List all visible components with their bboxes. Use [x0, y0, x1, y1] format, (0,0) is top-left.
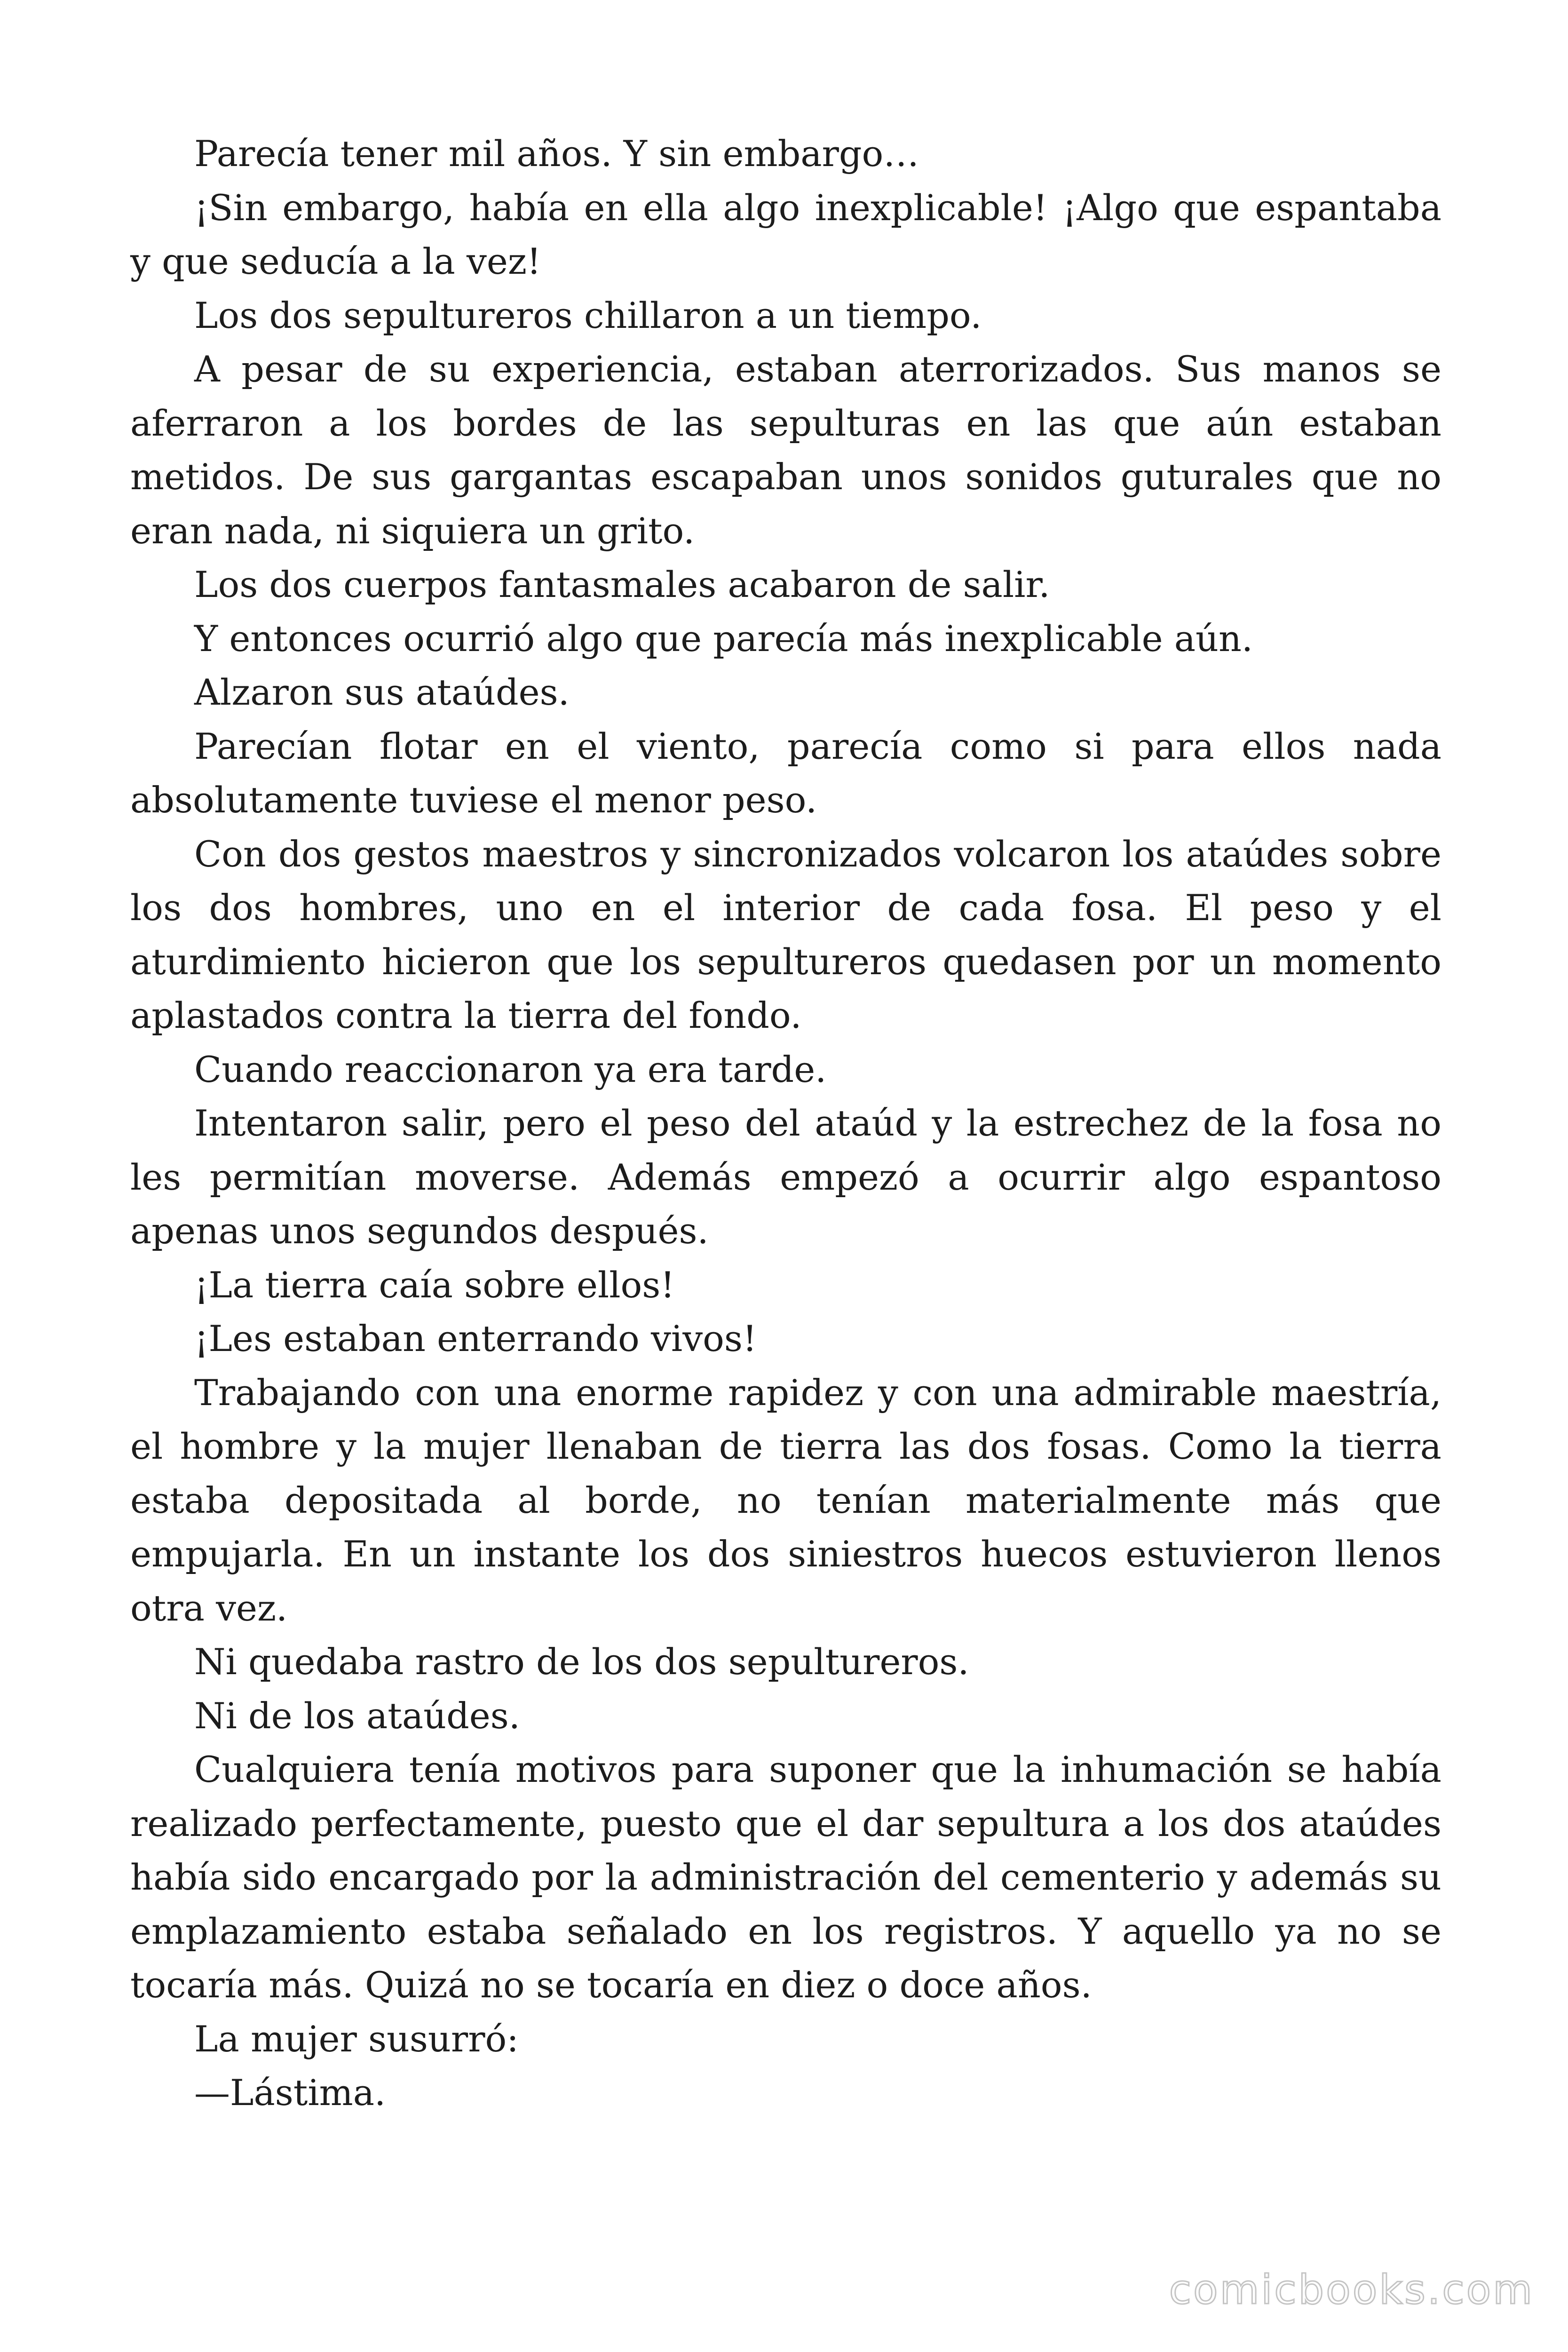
paragraph: Parecían flotar en el viento, parecía como si para ellos nada absolutamente tuviese el menor peso. [130, 725, 1441, 821]
paragraph: Con dos gestos maestros y sincronizados volcaron los ataúdes sobre los dos hombres, uno en el interior de cada fosa. El peso y el aturdimiento hicieron que los sepultureros quedasen por un momento aplastados contra la tierra del fondo. [130, 833, 1441, 1036]
paragraph: Intentaron salir, pero el peso del ataúd y la estrechez de la fosa no les permitían moverse. Además empezó a ocurrir algo espantoso apenas unos segundos después. [130, 1102, 1441, 1252]
paragraph: Los dos sepultureros chillaron a un tiempo. [194, 294, 982, 336]
book-page-text [130, 127, 1441, 2120]
paragraph: Alzaron sus ataúdes. [194, 671, 570, 713]
paragraph: A pesar de su experiencia, estaban aterrorizados. Sus manos se aferraron a los bordes de las sepulturas en las que aún estaban metidos. De sus gargantas escapaban unos sonidos guturales que no eran nada, ni siquiera un grito. [130, 348, 1441, 552]
paragraph: ¡La tierra caía sobre ellos! [194, 1263, 675, 1306]
paragraph: Los dos cuerpos fantasmales acabaron de salir. [194, 564, 1050, 605]
paragraph: ¡Sin embargo, había en ella algo inexplicable! ¡Algo que espantaba y que seducía a la vez! [130, 186, 1441, 282]
paragraph: Cualquiera tenía motivos para suponer que la inhumación se había realizado perfectamente, puesto que el dar sepultura a los dos ataúdes había sido encargado por la administración del cementerio y además su emplazamiento estaba señalado en los registros. Y aquello ya no se tocaría más. Quizá no se tocaría en diez o doce años. [130, 1748, 1441, 2006]
paragraph: La mujer susurró: [194, 2018, 519, 2060]
paragraph: Ni quedaba rastro de los dos sepultureros. [194, 1641, 969, 1683]
paragraph: —Lástima. [194, 2072, 386, 2114]
paragraph: Ni de los ataúdes. [194, 1694, 520, 1737]
paragraph: Y entonces ocurrió algo que parecía más inexplicable aún. [194, 617, 1253, 660]
paragraph: Parecía tener mil años. Y sin embargo… [194, 133, 919, 175]
paragraph: ¡Les estaban enterrando vivos! [194, 1318, 757, 1359]
site-watermark: comicbooks.com [1169, 2266, 1534, 2313]
paragraph: Cuando reaccionaron ya era tarde. [194, 1048, 827, 1090]
paragraph: Trabajando con una enorme rapidez y con una admirable maestría, el hombre y la mujer llenaban de tierra las dos fosas. Como la tierra estaba depositada al borde, no tenían materialmente más que empujarla. En un instante los dos siniestros huecos estuvieron llenos otra vez. [130, 1371, 1441, 1629]
